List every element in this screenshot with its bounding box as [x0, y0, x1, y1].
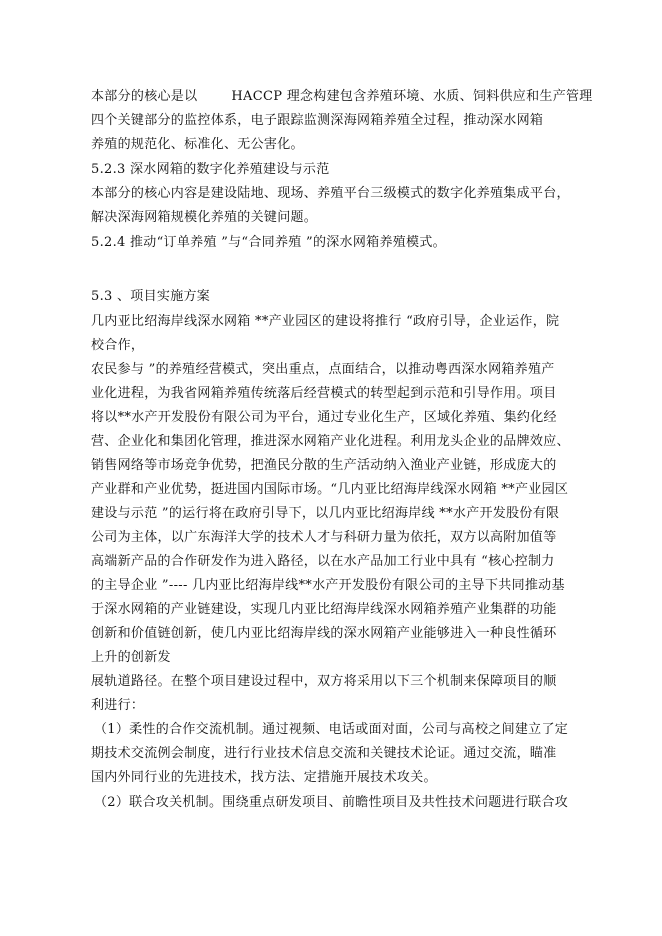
section-5-3-line: 销售网络等市场竞争优势，把渔民分散的生产活动纳入渔业产业链，形成庞大的	[91, 458, 557, 473]
mechanism-1-line: 国内外同行业的先进技术，找方法、定措施开展技术攻关。	[91, 770, 437, 785]
section-5-3-line: 几内亚比绍海岸线深水网箱 **产业园区的建设将推行 “政府引导，企业运作，院	[91, 314, 560, 329]
section-5-3-heading: 5.3 、项目实施方案	[91, 289, 211, 304]
section-5-3-line: 业化进程，为我省网箱养殖传统落后经营模式的转型起到示范和引导作用。项目	[91, 386, 557, 401]
section-5-3-line: 农民参与 ”的养殖经营模式，突出重点，点面结合，以推动粤西深水网箱养殖产	[91, 362, 555, 377]
section-5-3-line: 的主导企业 ”---- 几内亚比绍海岸线**水产开发股份有限公司的主导下共同推动基	[91, 578, 565, 593]
intro-line-1	[91, 88, 593, 106]
section-5-3-line: 高端新产品的合作研发作为进入路径，以在水产品加工行业中具有 “核心控制力	[91, 554, 555, 569]
section-5-2-3-heading: 5.2.3 深水网箱的数字化养殖建设与示范	[91, 162, 330, 177]
section-5-3-line: 校合作，	[91, 338, 145, 353]
intro-line-2: 四个关键部分的监控体系，电子跟踪监测深海网箱养殖全过程，推动深水网箱	[91, 113, 544, 128]
section-5-2-3-line-1: 本部分的核心内容是建设陆地、现场、养殖平台三级模式的数字化养殖集成平台，	[91, 186, 570, 201]
section-5-3-line: 展轨道路径。在整个项目建设过程中，双方将采用以下三个机制来保障项目的顺	[91, 674, 557, 689]
section-5-3-line: 将以**水产开发股份有限公司为平台，通过专业化生产，区域化养殖、集约化经	[91, 410, 557, 425]
section-5-3-line: 上升的创新发	[91, 650, 171, 665]
intro-line-3: 养殖的规范化、标准化、无公害化。	[91, 137, 304, 152]
intro-line-1-start: 本部分的核心是以	[91, 89, 198, 104]
section-5-3-line: 公司为主体，以广东海洋大学的技术人才与科研力量为依托，双方以高附加值等	[91, 530, 557, 545]
intro-line-1-end: HACCP 理念构建包含养殖环境、水质、饲料供应和生产管理	[231, 89, 593, 104]
section-5-2-3-line-2: 解决深海网箱规模化养殖的关键问题。	[91, 210, 318, 225]
section-5-2-4-heading: 5.2.4 推动“订单养殖 ”与“合同养殖 ”的深水网箱养殖模式。	[91, 235, 446, 250]
section-5-3-line: 创新和价值链创新，使几内亚比绍海岸线的深水网箱产业能够进入一种良性循环	[91, 626, 557, 641]
section-5-3-line: 建设与示范 ”的运行将在政府引导下，以几内亚比绍海岸线 **水产开发股份有限	[91, 506, 560, 521]
mechanism-2-line: （2）联合攻关机制。围绕重点研发项目、前瞻性项目及共性技术问题进行联合攻	[94, 795, 569, 810]
section-5-3-line: 利进行：	[91, 698, 145, 713]
section-5-3-line: 于深水网箱的产业链建设，实现几内亚比绍海岸线深水网箱养殖产业集群的功能	[91, 602, 557, 617]
mechanism-1-line: （1）柔性的合作交流机制。通过视频、电话或面对面，公司与高校之间建立了定	[94, 722, 569, 737]
section-5-3-line: 产业群和产业优势，挺进国内国际市场。“几内亚比绍海岸线深水网箱 **产业园区	[91, 482, 569, 497]
section-5-3-line: 营、企业化和集团化管理，推进深水网箱产业化进程。利用龙头企业的品牌效应、	[91, 434, 570, 449]
mechanism-1-line: 期技术交流例会制度，进行行业技术信息交流和关键技术论证。通过交流，瞄准	[91, 746, 557, 761]
